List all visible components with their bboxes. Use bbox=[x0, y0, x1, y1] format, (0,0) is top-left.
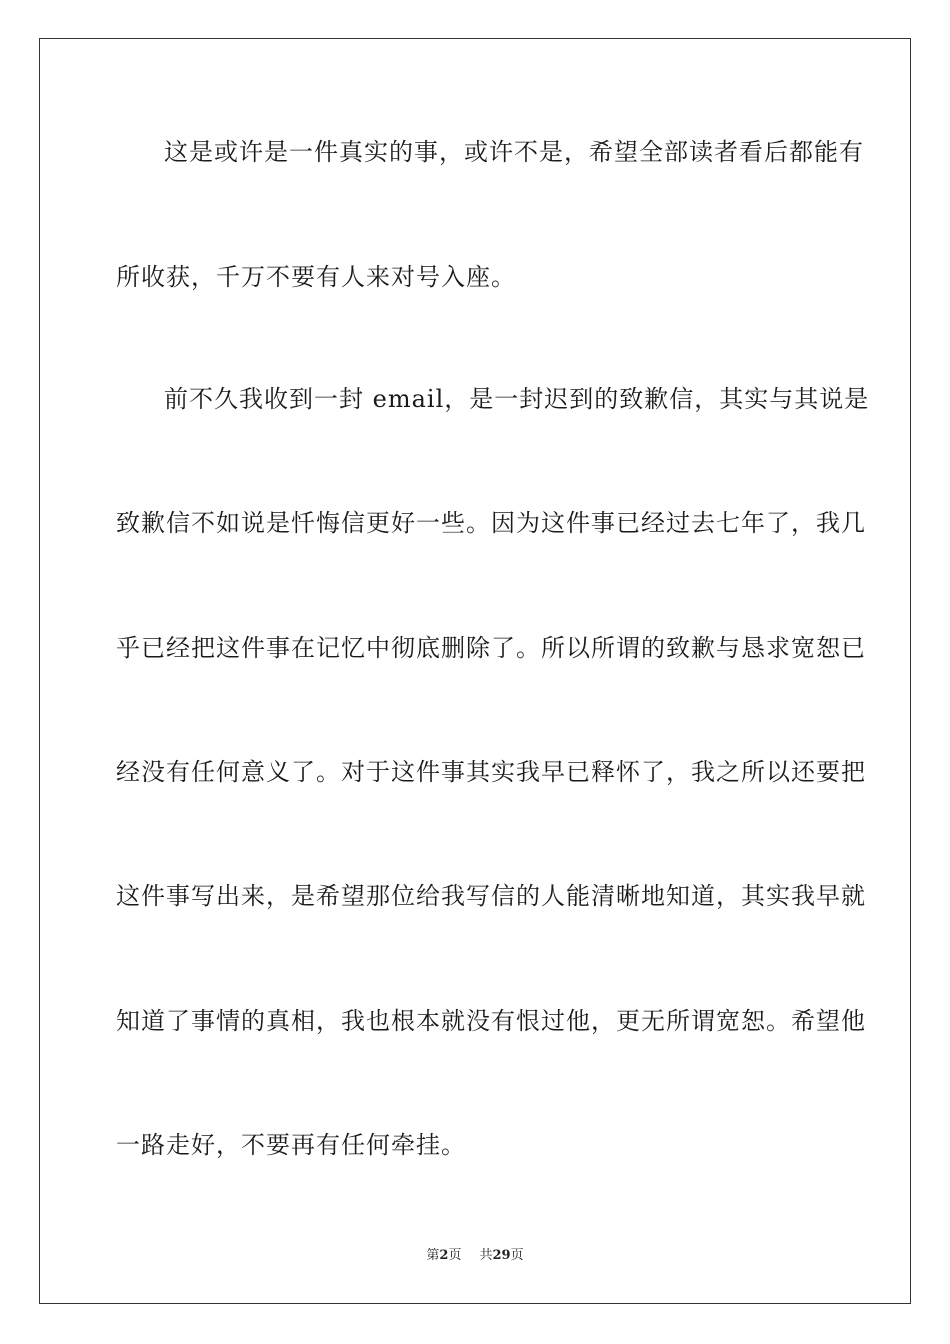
paragraph-1-line-2: 所收获，千万不要有人来对号入座。 bbox=[116, 263, 516, 291]
paragraph-2-line-1: 前不久我收到一封 email，是一封迟到的致歉信，其实与其说是 bbox=[164, 385, 870, 413]
page-suffix: 页 bbox=[448, 1248, 462, 1263]
page-border bbox=[39, 38, 911, 1304]
paragraph-1-line-1: 这是或许是一件真实的事，或许不是，希望全部读者看后都能有 bbox=[164, 138, 864, 166]
total-pages-number: 29 bbox=[492, 1248, 511, 1263]
paragraph-2-line-4: 经没有任何意义了。对于这件事其实我早已释怀了，我之所以还要把 bbox=[116, 758, 866, 786]
page-footer bbox=[0, 1247, 950, 1265]
paragraph-2-line-2: 致歉信不如说是忏悔信更好一些。因为这件事已经过去七年了，我几 bbox=[116, 509, 866, 537]
paragraph-2-line-5: 这件事写出来，是希望那位给我写信的人能清晰地知道，其实我早就 bbox=[116, 882, 866, 910]
paragraph-2-line-7: 一路走好，不要再有任何牵挂。 bbox=[116, 1131, 466, 1159]
page-prefix: 第 bbox=[426, 1248, 440, 1263]
current-page-number: 2 bbox=[439, 1248, 449, 1263]
paragraph-2-line-6: 知道了事情的真相，我也根本就没有恨过他，更无所谓宽恕。希望他 bbox=[116, 1007, 866, 1035]
total-prefix: 共 bbox=[479, 1248, 493, 1263]
total-suffix: 页 bbox=[510, 1248, 524, 1263]
paragraph-2-line-3: 乎已经把这件事在记忆中彻底删除了。所以所谓的致歉与恳求宽恕已 bbox=[116, 634, 866, 662]
